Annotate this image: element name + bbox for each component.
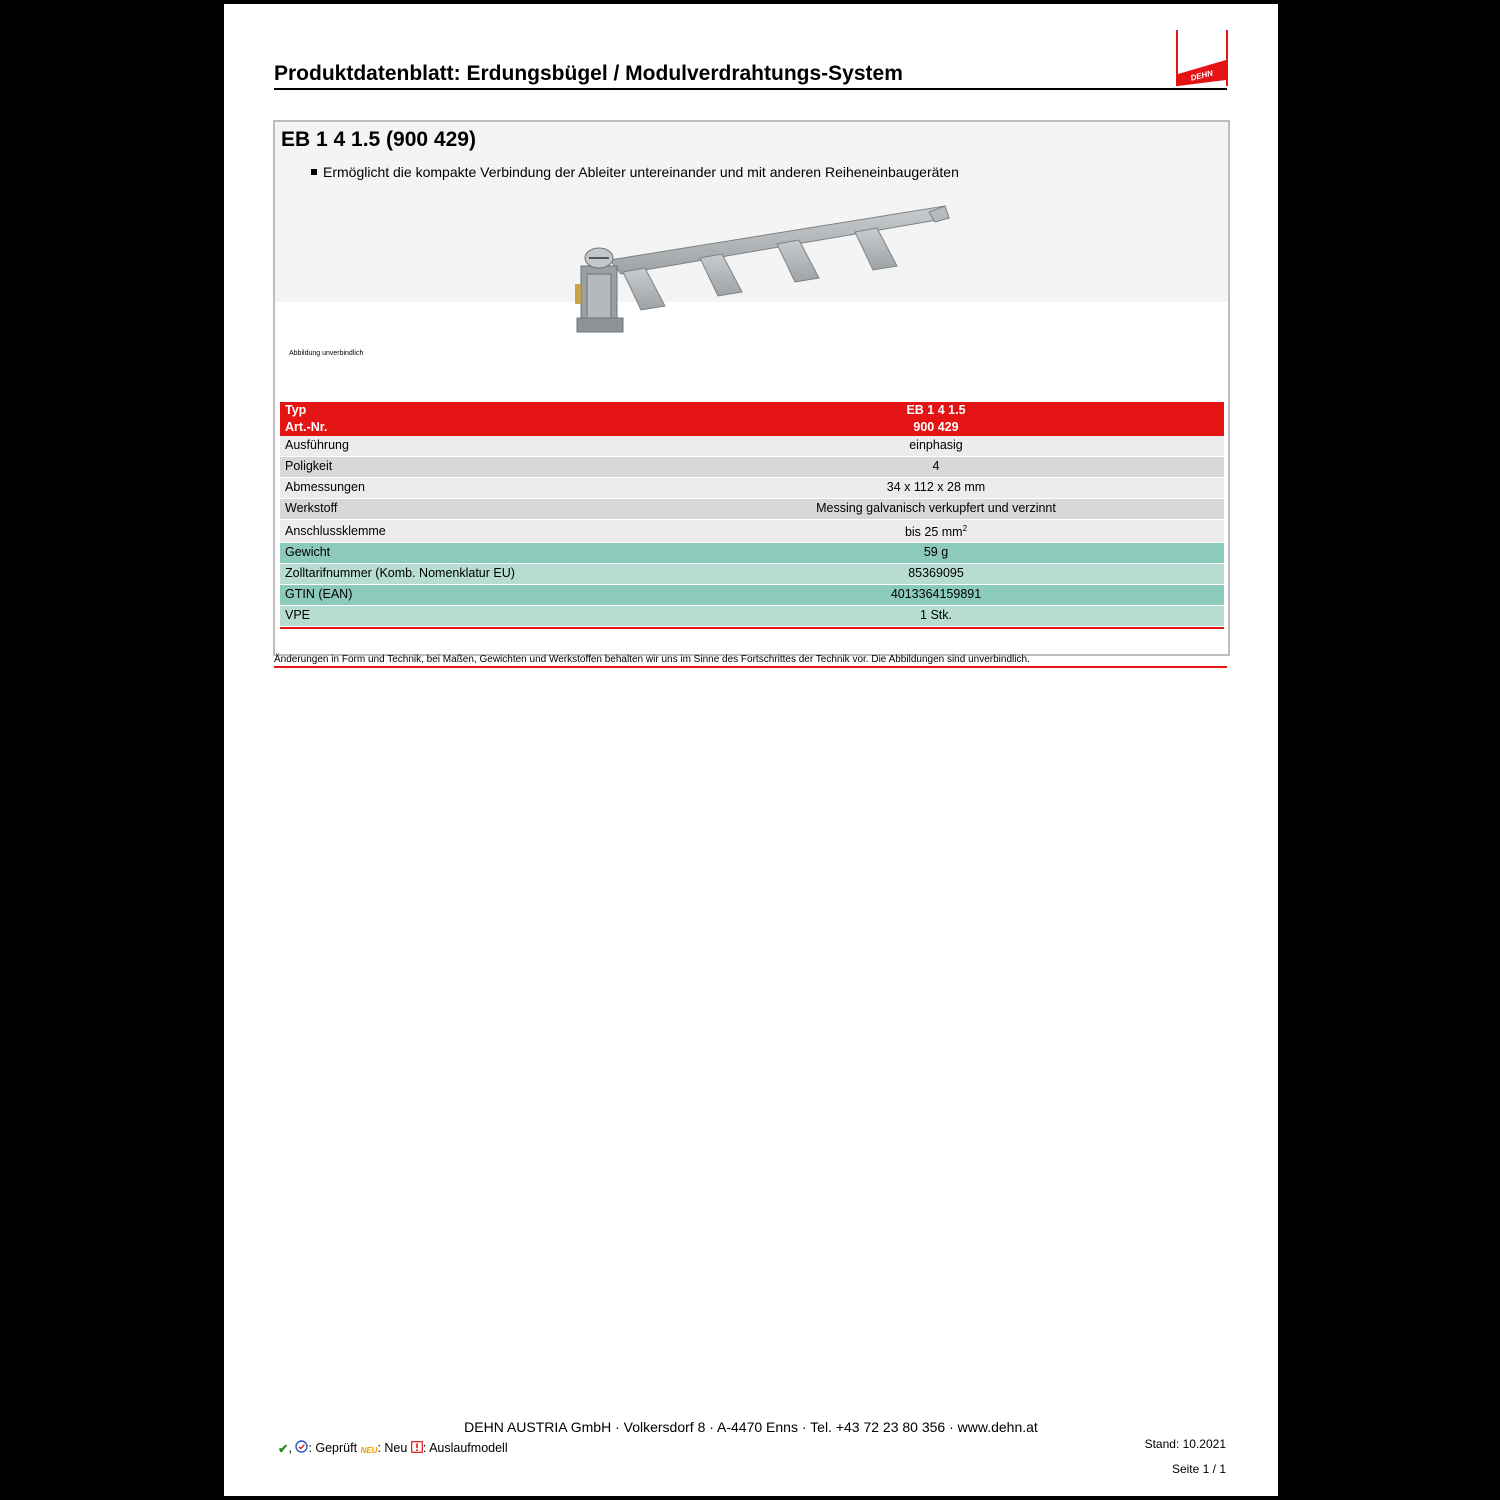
page-number: Seite 1 / 1: [1171, 1462, 1226, 1476]
status-legend: ✔, : Geprüft NEU: Neu : Auslaufmodell: [278, 1441, 508, 1456]
spec-value: 59 g: [923, 545, 949, 559]
table-row: [280, 457, 1224, 478]
spec-value: einphasig: [909, 438, 963, 452]
spec-value: Messing galvanisch verkupfert und verzinnt: [816, 501, 1056, 515]
product-title: EB 1 4 1.5 (900 429): [281, 128, 476, 151]
spec-key: Poligkeit: [285, 459, 333, 473]
spec-key: Abmessungen: [285, 480, 365, 494]
spec-value: 4: [932, 459, 940, 473]
spec-key: Ausführung: [285, 438, 349, 452]
disclaimer-text: Änderungen in Form und Technik, bei Maßen, Gewichten und Werkstoffen behalten wir uns im Sinne des Fortschrittes der Technik vor. Die Abbildungen sind unverbindlich.: [274, 654, 1030, 665]
spec-key: VPE: [285, 608, 311, 622]
page-title: Produktdatenblatt: Erdungsbügel / Modulverdrahtungs-System: [274, 62, 903, 85]
legend-new: : Neu: [377, 1441, 408, 1455]
discontinued-icon: [411, 1441, 423, 1453]
spec-value-text: bis 25 mm: [904, 525, 963, 540]
datasheet-page: [224, 4, 1278, 1496]
spec-key: Werkstoff: [285, 501, 338, 515]
table-row: [280, 543, 1224, 564]
image-disclaimer: Abbildung unverbindlich: [289, 350, 364, 357]
spec-table: [280, 402, 1224, 629]
feature-text: Ermöglicht die kompakte Verbindung der Ableiter untereinander und mit anderen Reiheneinbaugeräten: [323, 164, 959, 180]
new-badge-icon: NEU: [360, 1446, 378, 1455]
table-row: [280, 564, 1224, 585]
table-row: [280, 499, 1224, 520]
spec-key: Anschlussklemme: [285, 524, 386, 538]
product-image-earthing-bracket: [525, 188, 955, 348]
spec-key: Zolltarifnummer (Komb. Nomenklatur EU): [285, 566, 515, 580]
spec-key: Gewicht: [285, 545, 331, 559]
checkmark-icon: ✔: [278, 1442, 289, 1456]
table-end-rule: [280, 627, 1224, 629]
spec-key: Typ: [285, 403, 307, 417]
disclaimer-divider: [274, 666, 1227, 668]
dehn-logo: [1176, 30, 1228, 86]
spec-key: GTIN (EAN): [285, 587, 353, 601]
spec-value: [720, 524, 1152, 539]
product-box: [273, 120, 1230, 656]
legend-discontinued: : Auslaufmodell: [422, 1441, 508, 1455]
table-row: [280, 585, 1224, 606]
product-feature: [311, 164, 959, 180]
tested-seal-icon: [295, 1440, 308, 1453]
spec-value: 34 x 112 x 28 mm: [886, 480, 986, 494]
spec-value: EB 1 4 1.5: [906, 403, 966, 417]
title-divider: [274, 88, 1227, 90]
spec-value: 85369095: [908, 566, 964, 580]
spec-value: 4013364159891: [890, 587, 982, 601]
table-row: [280, 478, 1224, 499]
table-row: [280, 436, 1224, 457]
bullet-square-icon: [311, 169, 317, 175]
superscript: 2: [962, 524, 968, 533]
table-row: [280, 520, 1224, 543]
legend-checked: : Geprüft: [308, 1441, 358, 1455]
table-row: [280, 606, 1224, 627]
table-row: [280, 419, 1224, 436]
company-address: DEHN AUSTRIA GmbH · Volkersdorf 8 · A-4470 Enns · Tel. +43 72 23 80 356 · www.dehn.at: [464, 1419, 1038, 1435]
spec-value: 900 429: [913, 420, 959, 434]
revision-date: Stand: 10.2021: [1144, 1437, 1226, 1451]
spec-key: Art.-Nr.: [285, 420, 328, 434]
spec-value: 1 Stk.: [920, 608, 952, 622]
table-row: [280, 402, 1224, 419]
svg-text:DEHN: DEHN: [1189, 68, 1214, 83]
